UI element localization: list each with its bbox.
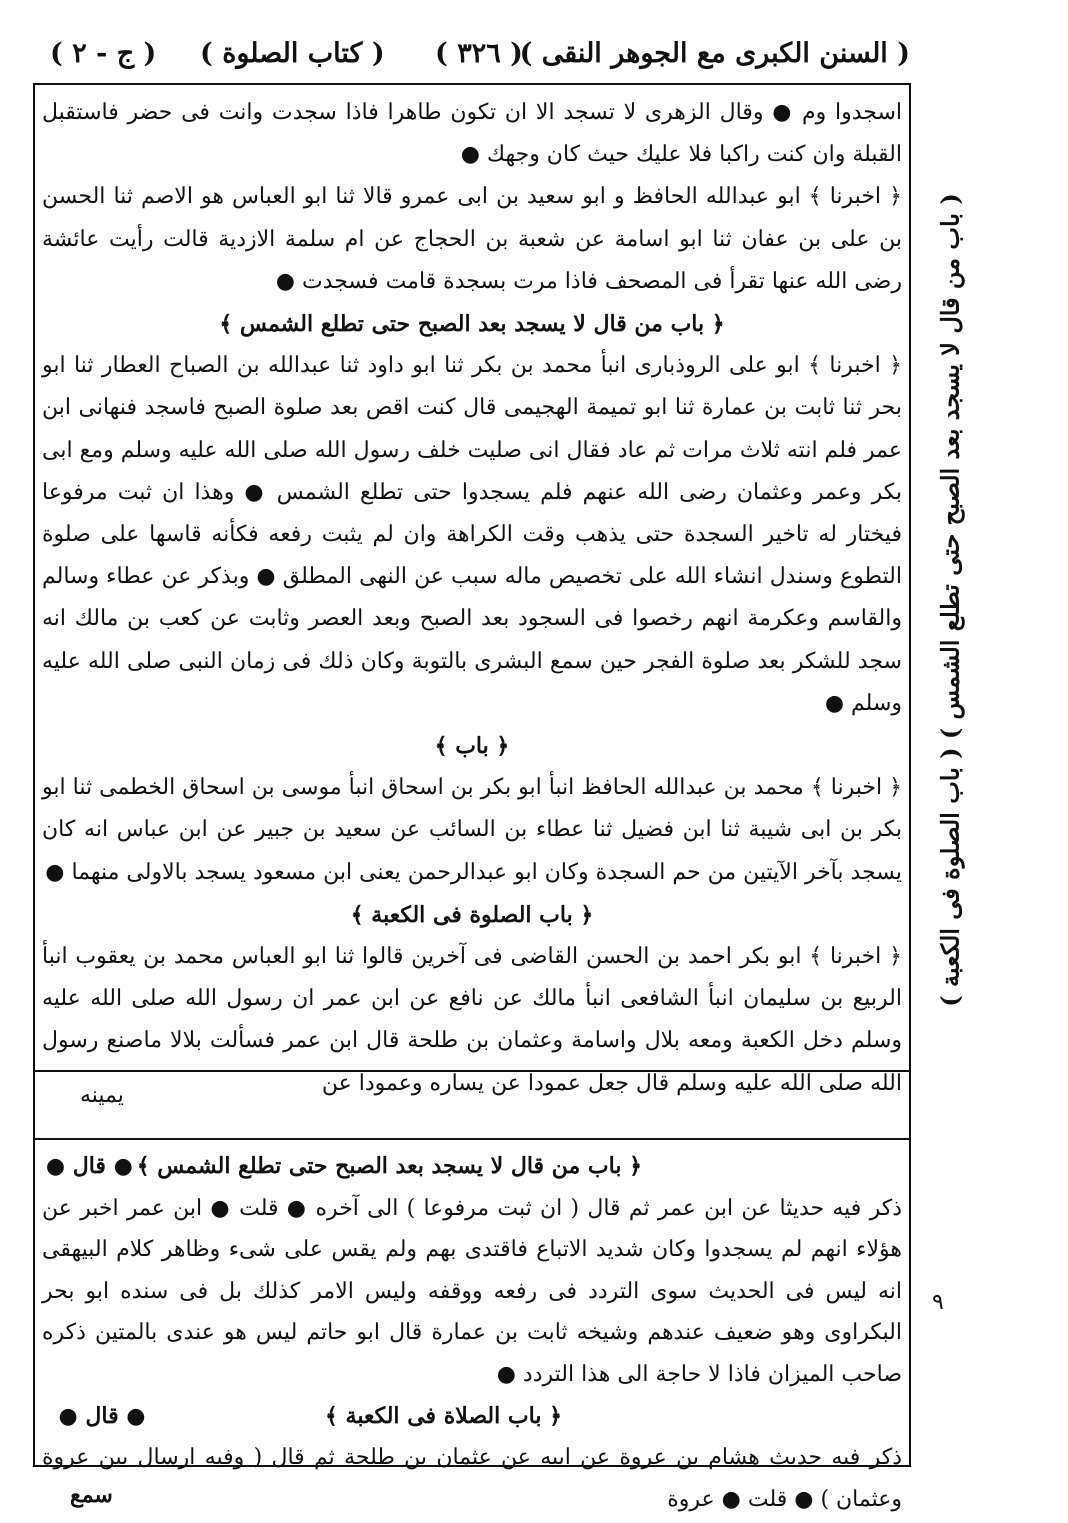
commentary-heading-title: ﴿ باب الصلاة فى الكعبة ﴾ (324, 1402, 562, 1429)
main-text (42, 92, 902, 1105)
commentary-divider (33, 1138, 911, 1140)
commentary-qala: ● قال ● (45, 1153, 133, 1179)
paragraph: ﴿ اخبرنا ﴾ ابو على الروذبارى انبأ محمد بن بكر ثنا ابو داود ثنا عبدالله بن الصباح العطار ثنا ابو بحر ثنا ثابت بن عمارة ثنا ابو تميمة الهجيمى قال كنت اقص بعد صلوة الصبح فاسجد فنهانى ابن عمر فلم انته ثلاث مرات ثم عاد فقال انى صليت خلف رسول الله صلى الله عليه وسلم ومع ابى بكر وعمر وعثمان رضى الله عنهم فلم يسجدوا حتى تطلع الشمس ● وهذا ان ثبت مرفوعا فيختار له تاخير السجدة حتى يذهب وقت الكراهة وان لم يثبت رفعه فكأنه قاسها على صلوة التطوع وسندل انشاء الله على تخصيص ماله سبب عن النهى المطلق ● وبذكر عن عطاء وسالم والقاسم وعكرمة انهم رخصوا فى السجود بعد الصبح وبعد العصر وثابت عن كعب بن مالك انه سجد للشكر بعد صلوة الفجر حين سمع البشرى بالتوبة وكان ذلك فى زمان النبى صلى الله عليه وسلم ● (42, 353, 902, 716)
commentary-heading (42, 1396, 902, 1438)
chapter-title: ( كتاب الصلوة ) (200, 38, 385, 69)
paragraph: ﴿ اخبرنا ﴾ محمد بن عبدالله الحافظ انبأ ابو بكر بن اسحاق انبأ موسى بن اسحاق الخطمى ثنا ابو بكر بن ابى شيبة ثنا ابن فضيل ثنا عطاء بن السائب عن سعيد بن جبير عن ابن عباس انه كان يسجد بآخر الآيتين من حم السجدة وكان ابو عبدالرحمن يعنى ابن مسعود يسجد بالاولى منهما ● (42, 775, 902, 885)
book-title: ( السنن الكبرى مع الجوهر النقى ) (519, 38, 910, 69)
commentary-paragraph: ذكر فيه حديث هشام بن عروة عن ابيه عن عثمان بن طلحة ثم قال ( وفيه ارسال بين عروة وعثمان ) ● قلت ● عروة (42, 1445, 902, 1512)
paragraph: اسجدوا وم ● وقال الزهرى لا تسجد الا ان تكون طاهرا فاذا سجدت وانت فى حضر فاستقبل القبلة وان كنت راكبا فلا عليك حيث كان وجهك ● (42, 100, 903, 168)
chapter-heading: ﴿ باب الصلوة فى الكعبة ﴾ (350, 901, 594, 928)
marginal-note-text: ( باب من قال لا يسجد بعد الصبح حتى تطلع الشمس ) ( باب الصلوة فى الكعبة ) (935, 193, 965, 1007)
edge-mark: ٩ (932, 1290, 944, 1315)
footnote-continuation: يمينه (80, 1083, 124, 1108)
commentary-paragraph: ذكر فيه حديثا عن ابن عمر ثم قال ( ان ثبت مرفوعا ) الى آخره ● قلت ● ابن عمر اخبر عن هؤلاء انهم لم يسجدوا وكان شديد الاتباع فاقتدى بهم ولم يقس على شىء وظاهر كلام البيهقى انه ليس فى الحديث سوى التردد فى رفعه ووقفه وليس الامر كذلك بل فى سنده ابو بحر البكراوى وهو ضعيف عندهم وشيخه ثابت بن عمارة قال ابو حاتم ليس هو عندى بالمتين ذكره صاحب الميزان فاذا لا حاجة الى هذا التردد ● (42, 1195, 902, 1387)
commentary-heading (42, 1146, 902, 1188)
running-header (40, 36, 910, 80)
paragraph: ﴿ اخبرنا ﴾ ابو عبدالله الحافظ و ابو سعيد بن ابى عمرو قالا ثنا ابو العباس هو الاصم ثنا الحسن بن على بن عفان ثنا ابو اسامة عن شعبة بن الحجاج عن ام سلمة الازدية قالت رأيت عائشة رضى الله عنها تقرأ فى المصحف فاذا مرت بسجدة قامت فسجدت ● (42, 184, 902, 294)
page-number: ( ٣٢٦ ) (435, 38, 523, 69)
chapter-heading: ﴿ باب ﴾ (434, 733, 510, 760)
marginal-note (920, 193, 980, 1007)
chapter-heading: ﴿ باب من قال لا يسجد بعد الصبح حتى تطلع الشمس ﴾ (219, 311, 725, 338)
volume-number: ( ج - ٢ ) (50, 38, 157, 69)
catchword: سمع (70, 1482, 113, 1508)
commentary-qala: ● قال ● (58, 1402, 146, 1429)
commentary-text (42, 1146, 902, 1520)
paragraph: ﴿ اخبرنا ﴾ ابو بكر احمد بن الحسن القاضى فى آخرين قالوا ثنا ابو العباس محمد بن يعقوب انبأ الربيع بن سليمان انبأ الشافعى انبأ مالك عن نافع عن ابن عمر ان رسول الله صلى الله عليه وسلم دخل الكعبة ومعه بلال واسامة وعثمان بن طلحة قال ابن عمر فسألت بلالا ماصنع رسول الله صلى الله عليه وسلم قال جعل عمودا عن يساره وعمودا عن (42, 944, 902, 1096)
commentary-heading-title: ﴿ باب من قال لا يسجد بعد الصبح حتى تطلع الشمس ﴾ (136, 1153, 642, 1179)
